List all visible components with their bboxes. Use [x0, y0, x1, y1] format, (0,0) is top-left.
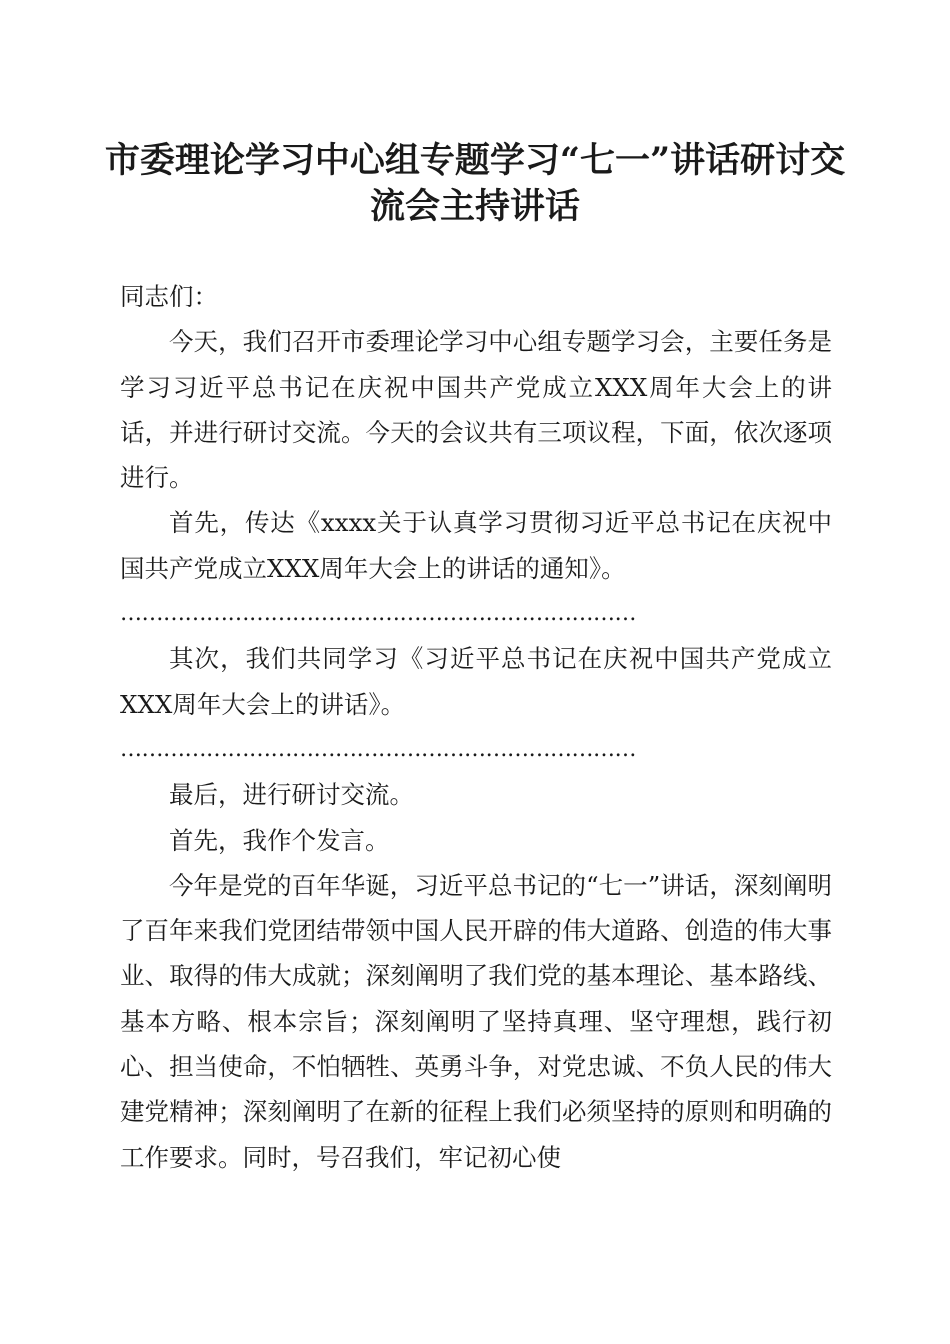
paragraph-opening: 今天，我们召开市委理论学习中心组专题学习会，主要任务是学习习近平总书记在庆祝中国共产党成立XXX周年大会上的讲话，并进行研讨交流。今天的会议共有三项议程，下面，依次逐项进行。 [120, 327, 832, 493]
paragraph-agenda-third: 最后，进行研讨交流。 [169, 780, 414, 810]
ellipsis-divider: ……………………………………………………………… [120, 601, 636, 627]
paragraph-speech-body: 今年是党的百年华诞，习近平总书记的“七一”讲话，深刻阐明了百年来我们党团结带领中国人民开辟的伟大道路、创造的伟大事业、取得的伟大成就；深刻阐明了我们党的基本理论、基本路线、基本方略、根本宗旨；深刻阐明了坚持真理、坚守理想，践行初心、担当使命，不怕牺牲、英勇斗争，对党忠诚、不负人民的伟大建党精神；深刻阐明了在新的征程上我们必须坚持的原则和明确的工作要求。同时，号召我们，牢记初心使 [120, 870, 832, 1172]
paragraph-agenda-second: 其次，我们共同学习《习近平总书记在庆祝中国共产党成立XXX周年大会上的讲话》。 [120, 644, 832, 719]
ellipsis-divider: ……………………………………………………………… [120, 736, 636, 762]
salutation: 同志们： [120, 282, 218, 311]
document-title: 市委理论学习中心组专题学习“七一”讲话研讨交流会主持讲话 [104, 140, 846, 227]
paragraph-speech-intro: 首先，我作个发言。 [169, 825, 390, 855]
document-body [120, 274, 832, 1180]
paragraph-agenda-first: 首先，传达《xxxx关于认真学习贯彻习近平总书记在庆祝中国共产党成立XXX周年大会上的讲话的通知》。 [120, 508, 832, 583]
